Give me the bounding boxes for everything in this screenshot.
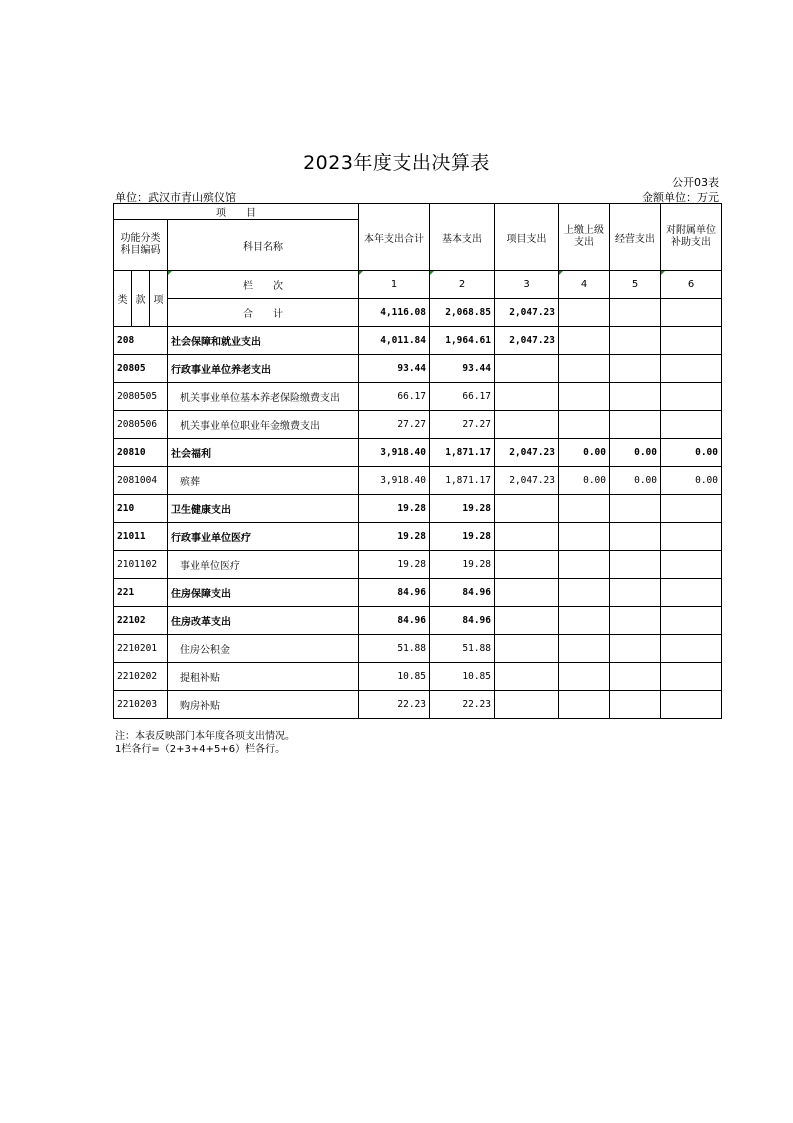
row-value-col-2: 19.28 [430, 523, 495, 551]
form-number: 公开03表 [672, 176, 719, 189]
row-value-col-2: 19.28 [430, 551, 495, 579]
row-subject-name: 行政事业单位医疗 [168, 523, 359, 551]
page-title: 2023年度支出决算表 [303, 152, 490, 174]
row-code: 2210203 [114, 691, 168, 719]
row-subject-name: 社会福利 [168, 439, 359, 467]
footnote-2: 1栏各行=（2+3+4+5+6）栏各行。 [115, 744, 286, 755]
row-code: 2210202 [114, 663, 168, 691]
row-value-col-1: 93.44 [359, 355, 430, 383]
row-value-col-1: 3,918.40 [359, 439, 430, 467]
table-row [114, 579, 722, 607]
row-value-col-1: 3,918.40 [359, 467, 430, 495]
row-value-col-6 [661, 663, 722, 691]
row-subject-name: 行政事业单位养老支出 [168, 355, 359, 383]
row-value-col-5 [610, 551, 661, 579]
header-col-1: 本年支出合计 [359, 204, 430, 271]
header-kuan: 款 [132, 271, 150, 327]
row-value-col-1: 84.96 [359, 579, 430, 607]
row-value-col-3 [495, 523, 559, 551]
row-value-col-1: 19.28 [359, 495, 430, 523]
row-subject-name: 住房改革支出 [168, 607, 359, 635]
row-value-col-3 [495, 579, 559, 607]
row-value-col-5 [610, 327, 661, 355]
row-value-col-3: 2,047.23 [495, 439, 559, 467]
col-num-3: 3 [495, 271, 559, 299]
row-subject-name: 机关事业单位职业年金缴费支出 [168, 411, 359, 439]
row-code: 20805 [114, 355, 168, 383]
row-value-col-6 [661, 635, 722, 663]
row-code: 2080505 [114, 383, 168, 411]
table-row [114, 607, 722, 635]
amount-unit: 金额单位：万元 [642, 191, 719, 204]
table-row [114, 467, 722, 495]
row-value-col-4 [559, 327, 610, 355]
row-subject-name: 机关事业单位基本养老保险缴费支出 [168, 383, 359, 411]
row-value-col-2: 51.88 [430, 635, 495, 663]
row-value-col-5 [610, 495, 661, 523]
row-value-col-3 [495, 691, 559, 719]
row-subject-name: 事业单位医疗 [168, 551, 359, 579]
row-value-col-6 [661, 327, 722, 355]
row-value-col-3 [495, 383, 559, 411]
row-value-col-5 [610, 663, 661, 691]
header-col-3: 项目支出 [495, 204, 559, 271]
row-value-col-3 [495, 355, 559, 383]
table-row [114, 523, 722, 551]
row-value-col-5 [610, 383, 661, 411]
row-value-col-6 [661, 579, 722, 607]
row-subject-name: 提租补贴 [168, 663, 359, 691]
header-col-4: 上缴上级 支出 [559, 204, 610, 271]
row-value-col-2: 66.17 [430, 383, 495, 411]
header-heji: 合 计 [168, 299, 359, 327]
row-value-col-1: 66.17 [359, 383, 430, 411]
row-code: 210 [114, 495, 168, 523]
col-num-6: 6 [661, 271, 722, 299]
total-cell: 2,068.85 [430, 299, 495, 327]
table-row [114, 439, 722, 467]
row-value-col-4 [559, 691, 610, 719]
row-value-col-5: 0.00 [610, 439, 661, 467]
header-col-6: 对附属单位 补助支出 [661, 204, 722, 271]
header-col-5: 经营支出 [610, 204, 661, 271]
row-value-col-5: 0.00 [610, 467, 661, 495]
row-code: 221 [114, 579, 168, 607]
row-value-col-3: 2,047.23 [495, 467, 559, 495]
row-value-col-1: 19.28 [359, 551, 430, 579]
row-value-col-6 [661, 355, 722, 383]
row-subject-name: 社会保障和就业支出 [168, 327, 359, 355]
row-value-col-2: 10.85 [430, 663, 495, 691]
row-value-col-2: 22.23 [430, 691, 495, 719]
header-col-2: 基本支出 [430, 204, 495, 271]
row-value-col-6 [661, 495, 722, 523]
row-value-col-5 [610, 411, 661, 439]
row-value-col-3 [495, 635, 559, 663]
row-code: 208 [114, 327, 168, 355]
row-value-col-3 [495, 495, 559, 523]
col-num-2: 2 [430, 271, 495, 299]
total-cell [610, 299, 661, 327]
row-value-col-6 [661, 523, 722, 551]
row-value-col-2: 1,871.17 [430, 439, 495, 467]
row-value-col-1: 51.88 [359, 635, 430, 663]
row-code: 2080506 [114, 411, 168, 439]
row-value-col-2: 27.27 [430, 411, 495, 439]
header-xiang: 项 [150, 271, 168, 327]
row-value-col-1: 19.28 [359, 523, 430, 551]
header-func-code: 功能分类 科目编码 [114, 220, 168, 271]
row-subject-name: 殡葬 [168, 467, 359, 495]
table-row [114, 663, 722, 691]
row-value-col-4 [559, 579, 610, 607]
total-cell: 2,047.23 [495, 299, 559, 327]
header-lei: 类 [114, 271, 132, 327]
row-value-col-5 [610, 523, 661, 551]
table-row [114, 495, 722, 523]
row-value-col-4 [559, 607, 610, 635]
row-code: 20810 [114, 439, 168, 467]
col-num-5: 5 [610, 271, 661, 299]
table-row [114, 411, 722, 439]
row-value-col-4 [559, 635, 610, 663]
row-subject-name: 购房补贴 [168, 691, 359, 719]
row-value-col-6 [661, 607, 722, 635]
row-value-col-4 [559, 663, 610, 691]
row-value-col-1: 84.96 [359, 607, 430, 635]
table-row [114, 691, 722, 719]
row-value-col-4 [559, 551, 610, 579]
row-code: 22102 [114, 607, 168, 635]
row-value-col-3 [495, 411, 559, 439]
row-value-col-2: 84.96 [430, 579, 495, 607]
row-value-col-2: 84.96 [430, 607, 495, 635]
row-value-col-6 [661, 691, 722, 719]
row-value-col-3: 2,047.23 [495, 327, 559, 355]
row-code: 21011 [114, 523, 168, 551]
row-value-col-4 [559, 523, 610, 551]
row-value-col-1: 27.27 [359, 411, 430, 439]
row-value-col-1: 4,011.84 [359, 327, 430, 355]
total-cell [661, 299, 722, 327]
row-value-col-6 [661, 383, 722, 411]
row-value-col-4: 0.00 [559, 467, 610, 495]
row-value-col-5 [610, 355, 661, 383]
row-value-col-2: 1,871.17 [430, 467, 495, 495]
row-value-col-3 [495, 607, 559, 635]
row-value-col-1: 22.23 [359, 691, 430, 719]
row-value-col-6: 0.00 [661, 467, 722, 495]
row-value-col-5 [610, 607, 661, 635]
table-row [114, 355, 722, 383]
row-code: 2210201 [114, 635, 168, 663]
row-code: 2081004 [114, 467, 168, 495]
header-lanci: 栏 次 [168, 271, 359, 299]
row-subject-name: 卫生健康支出 [168, 495, 359, 523]
header-xiangmu: 项 目 [114, 204, 359, 220]
table-row [114, 327, 722, 355]
header-subject-name: 科目名称 [168, 220, 359, 271]
total-cell: 4,116.08 [359, 299, 430, 327]
row-value-col-4 [559, 495, 610, 523]
table-row [114, 635, 722, 663]
row-value-col-2: 1,964.61 [430, 327, 495, 355]
row-value-col-6 [661, 411, 722, 439]
col-num-4: 4 [559, 271, 610, 299]
table-row [114, 383, 722, 411]
row-value-col-5 [610, 579, 661, 607]
col-num-1: 1 [359, 271, 430, 299]
row-value-col-6 [661, 551, 722, 579]
row-value-col-4 [559, 355, 610, 383]
row-value-col-2: 93.44 [430, 355, 495, 383]
row-code: 2101102 [114, 551, 168, 579]
unit-name: 单位：武汉市青山殡仪馆 [115, 191, 236, 204]
row-value-col-4 [559, 383, 610, 411]
row-value-col-1: 10.85 [359, 663, 430, 691]
row-value-col-6: 0.00 [661, 439, 722, 467]
expenditure-table [113, 203, 722, 719]
row-subject-name: 住房保障支出 [168, 579, 359, 607]
row-value-col-5 [610, 691, 661, 719]
row-subject-name: 住房公积金 [168, 635, 359, 663]
row-value-col-4: 0.00 [559, 439, 610, 467]
row-value-col-2: 19.28 [430, 495, 495, 523]
row-value-col-3 [495, 551, 559, 579]
row-value-col-5 [610, 635, 661, 663]
table-row [114, 551, 722, 579]
row-value-col-4 [559, 411, 610, 439]
footnote-1: 注：本表反映部门本年度各项支出情况。 [115, 731, 295, 742]
total-cell [559, 299, 610, 327]
row-value-col-3 [495, 663, 559, 691]
